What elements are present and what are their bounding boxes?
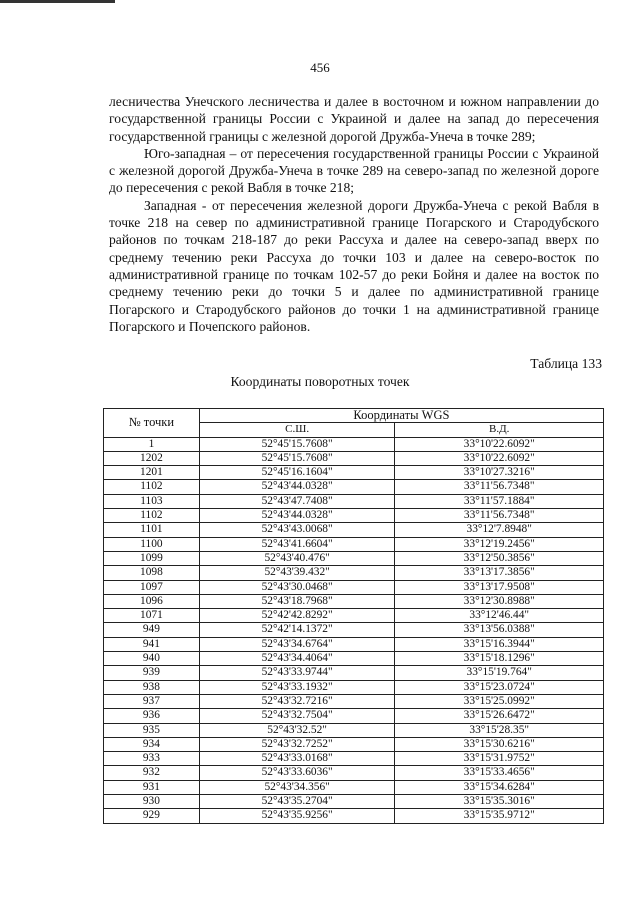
table-row (104, 437, 604, 451)
cell-lon: 33°15'19.764" (395, 666, 604, 680)
cell-lon: 33°12'46.44" (395, 609, 604, 623)
paragraph: Западная - от пересечения железной дороги Дружба-Унеча с рекой Вабля в точке 218 на север по административной границе Погарского и Стародубского районов по точкам 218-187 до реки Рассуха и далее на северо-запад вверх по среднему течению реки Рассуха до точки 103 и далее на северо-восток по административной границе по точкам 102-57 до реки Бойня и далее на восток по среднему течению реки до точки 5 и далее по административной границе Погарского и Стародубского районов до точки 1 на административной границе Погарского и Почепского районов. (109, 197, 599, 334)
table-row (104, 666, 604, 680)
cell-lat: 52°43'47.7408" (199, 494, 395, 508)
cell-lon: 33°13'56.0388" (395, 623, 604, 637)
cell-lat: 52°43'18.7968" (199, 594, 395, 608)
cell-lon: 33°15'23.0724" (395, 680, 604, 694)
cell-point: 930 (104, 795, 200, 809)
cell-lat: 52°43'34.356" (199, 780, 395, 794)
cell-point: 1099 (104, 551, 200, 565)
cell-lat: 52°43'32.7252" (199, 737, 395, 751)
coordinates-table (103, 408, 604, 824)
cell-lon: 33°15'35.9712" (395, 809, 604, 823)
cell-point: 937 (104, 694, 200, 708)
table-row (104, 551, 604, 565)
cell-point: 936 (104, 709, 200, 723)
cell-lon: 33°15'26.6472" (395, 709, 604, 723)
cell-point: 1096 (104, 594, 200, 608)
cell-point: 1097 (104, 580, 200, 594)
cell-point: 1103 (104, 494, 200, 508)
cell-lon: 33°12'30.8988" (395, 594, 604, 608)
cell-lon: 33°15'31.9752" (395, 752, 604, 766)
table-header-row (104, 409, 604, 423)
cell-lat: 52°42'14.1372" (199, 623, 395, 637)
cell-point: 929 (104, 809, 200, 823)
cell-point: 949 (104, 623, 200, 637)
cell-lon: 33°10'22.6092" (395, 451, 604, 465)
cell-point: 935 (104, 723, 200, 737)
cell-lon: 33°15'28.35" (395, 723, 604, 737)
cell-point: 933 (104, 752, 200, 766)
cell-point: 934 (104, 737, 200, 751)
table-row (104, 480, 604, 494)
cell-lon: 33°11'56.7348" (395, 480, 604, 494)
cell-lat: 52°43'33.9744" (199, 666, 395, 680)
table-body (104, 437, 604, 823)
table-row (104, 694, 604, 708)
table-row (104, 594, 604, 608)
table-row (104, 809, 604, 823)
cell-lon: 33°15'34.6284" (395, 780, 604, 794)
table-row (104, 737, 604, 751)
table-row (104, 795, 604, 809)
cell-point: 938 (104, 680, 200, 694)
table-row (104, 537, 604, 551)
cell-point: 941 (104, 637, 200, 651)
cell-lat: 52°43'35.2704" (199, 795, 395, 809)
table-row (104, 451, 604, 465)
table-row (104, 523, 604, 537)
cell-lat: 52°43'30.0468" (199, 580, 395, 594)
cell-point: 931 (104, 780, 200, 794)
table-row (104, 766, 604, 780)
cell-point: 1201 (104, 466, 200, 480)
header-lat: С.Ш. (199, 423, 395, 437)
table-label: Таблица 133 (530, 356, 602, 371)
header-point: № точки (104, 409, 200, 438)
cell-lat: 52°43'32.7216" (199, 694, 395, 708)
cell-lat: 52°43'34.6764" (199, 637, 395, 651)
table-row (104, 609, 604, 623)
table-row (104, 723, 604, 737)
cell-lon: 33°11'56.7348" (395, 509, 604, 523)
cell-lat: 52°43'39.432" (199, 566, 395, 580)
cell-lon: 33°15'33.4656" (395, 766, 604, 780)
cell-lon: 33°12'19.2456" (395, 537, 604, 551)
cell-lon: 33°15'35.3016" (395, 795, 604, 809)
paragraph: Юго-западная – от пересечения государственной границы России с Украиной с железной дорогой Дружба-Унеча в точке 289 на северо-запад по железной дороге до пересечения с рекой Вабля в точке 218; (109, 145, 599, 196)
cell-lon: 33°12'7.8948" (395, 523, 604, 537)
table-row (104, 466, 604, 480)
cell-lat: 52°43'32.7504" (199, 709, 395, 723)
cell-lon: 33°10'22.6092" (395, 437, 604, 451)
cell-point: 1098 (104, 566, 200, 580)
cell-point: 1202 (104, 451, 200, 465)
cell-point: 1 (104, 437, 200, 451)
table-row (104, 566, 604, 580)
cell-lat: 52°45'15.7608" (199, 451, 395, 465)
table-row (104, 652, 604, 666)
cell-lat: 52°43'32.52" (199, 723, 395, 737)
cell-lat: 52°43'43.0068" (199, 523, 395, 537)
table-row (104, 623, 604, 637)
cell-lon: 33°12'50.3856" (395, 551, 604, 565)
body-text (109, 93, 599, 335)
header-coords: Координаты WGS (199, 409, 603, 423)
table-row (104, 637, 604, 651)
cell-point: 1071 (104, 609, 200, 623)
cell-lon: 33°15'30.6216" (395, 737, 604, 751)
table-row (104, 509, 604, 523)
table-row (104, 680, 604, 694)
table-row (104, 752, 604, 766)
cell-lon: 33°15'16.3944" (395, 637, 604, 651)
cell-lat: 52°45'15.7608" (199, 437, 395, 451)
header-lon: В.Д. (395, 423, 604, 437)
cell-lat: 52°43'40.476" (199, 551, 395, 565)
cell-lon: 33°11'57.1884" (395, 494, 604, 508)
cell-lat: 52°43'34.4064" (199, 652, 395, 666)
cell-lon: 33°13'17.9508" (395, 580, 604, 594)
cell-lat: 52°43'44.0328" (199, 509, 395, 523)
cell-point: 940 (104, 652, 200, 666)
cell-lon: 33°13'17.3856" (395, 566, 604, 580)
cell-point: 932 (104, 766, 200, 780)
cell-lon: 33°15'18.1296" (395, 652, 604, 666)
cell-point: 939 (104, 666, 200, 680)
cell-lat: 52°43'41.6604" (199, 537, 395, 551)
cell-point: 1102 (104, 480, 200, 494)
cell-lat: 52°43'33.6036" (199, 766, 395, 780)
table-row (104, 580, 604, 594)
cell-point: 1101 (104, 523, 200, 537)
cell-lat: 52°43'33.1932" (199, 680, 395, 694)
cell-lat: 52°43'44.0328" (199, 480, 395, 494)
table-row (104, 494, 604, 508)
paragraph: лесничества Унечского лесничества и далее в восточном и южном направлении до государственной границы России с Украиной и далее на запад до пересечения государственной границы с железной дорогой Дружба-Унеча в точке 289; (109, 94, 599, 144)
table-row (104, 709, 604, 723)
table-row (104, 780, 604, 794)
cell-point: 1102 (104, 509, 200, 523)
top-rule (0, 0, 115, 3)
page-number: 456 (310, 60, 330, 75)
cell-point: 1100 (104, 537, 200, 551)
table-title: Координаты поворотных точек (230, 374, 410, 389)
cell-lon: 33°10'27.3216" (395, 466, 604, 480)
cell-lat: 52°43'35.9256" (199, 809, 395, 823)
cell-lon: 33°15'25.0992" (395, 694, 604, 708)
cell-lat: 52°45'16.1604" (199, 466, 395, 480)
cell-lat: 52°42'42.8292" (199, 609, 395, 623)
cell-lat: 52°43'33.0168" (199, 752, 395, 766)
